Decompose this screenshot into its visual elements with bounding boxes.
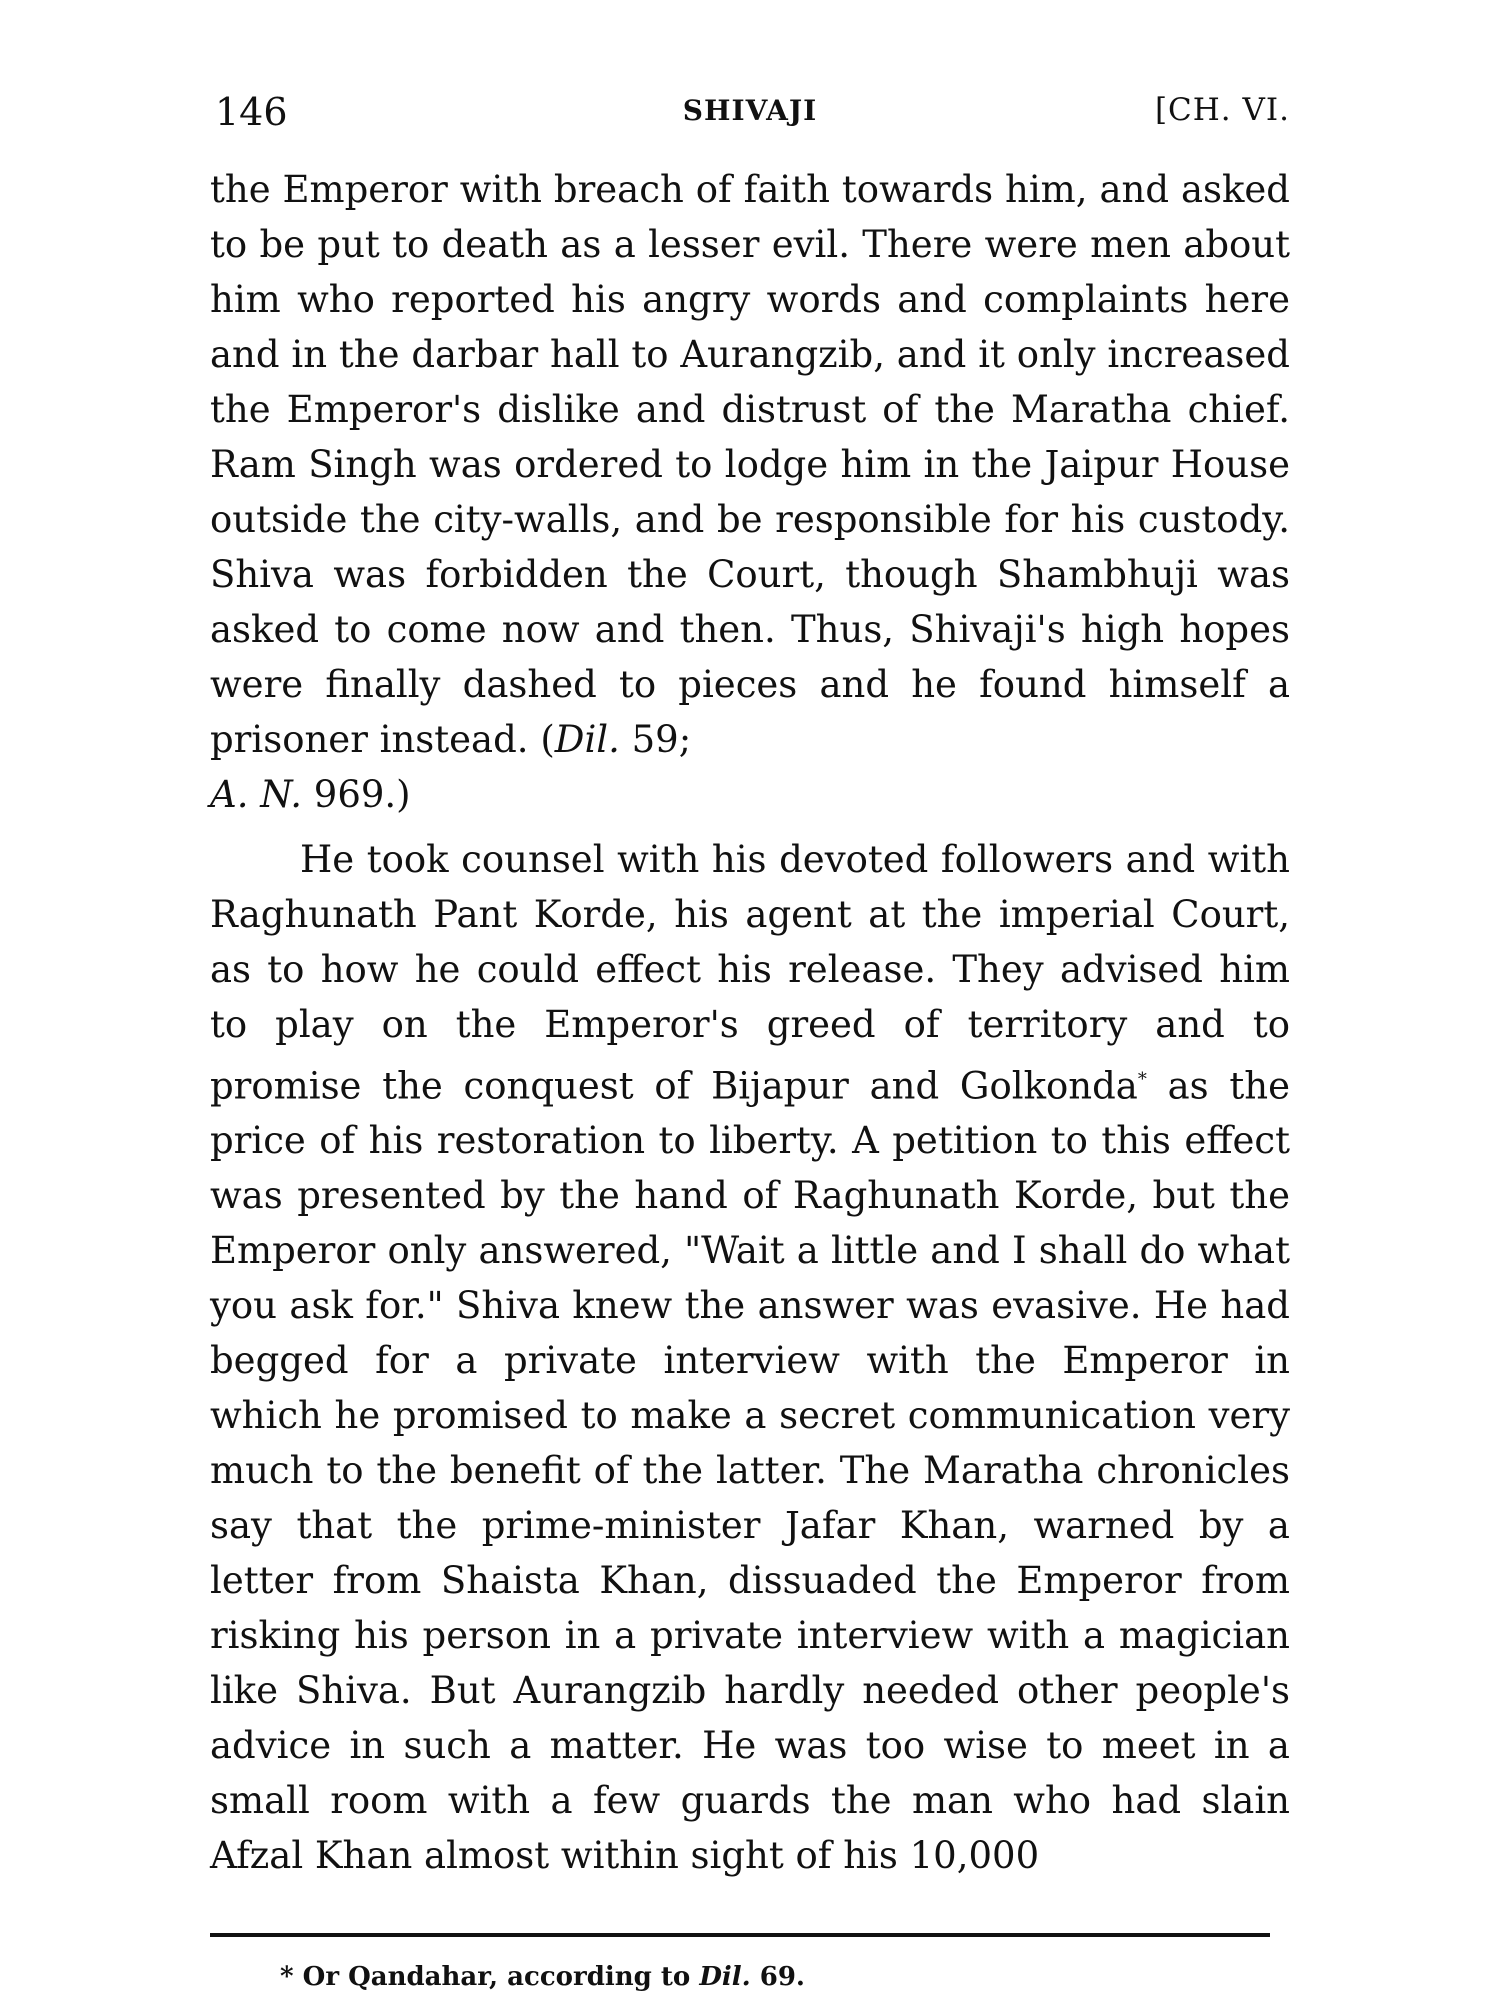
footnote-ref: Dil. xyxy=(699,1962,751,1993)
book-page xyxy=(210,80,1290,1992)
page-number: 146 xyxy=(215,90,288,134)
citation-dil-number: 59; xyxy=(631,718,692,761)
footnote-ref-number: 69. xyxy=(759,1962,805,1993)
paragraph-2-text-b: as the price of his restoration to liberty. A petition to this effect was presented by the hand of Raghunath Korde, but the Emperor only answered, "Wait a little and I shall do what you ask for." Shiva knew the answer was evasive. He had begged for a private interview with the Emperor in which he promised to make a secret communication very much to the benefit of the latter. The Maratha chronicles say that the prime-minister Jafar Khan, warned by a letter from Shaista Khan, dissuaded the Emperor from risking his person in a private interview with a magician like Shiva. But Aurangzib hardly needed other people's advice in such a matter. He was too wise to meet in a small room with a few guards the man who had slain Afzal Khan almost within sight of his 10,000 xyxy=(210,1064,1290,1878)
footnote xyxy=(210,1962,1290,1992)
citation-dil: Dil. xyxy=(554,718,620,761)
paragraph-2-text-a: He took counsel with his devoted followers and with Raghunath Pant Korde, his agent at the imperial Court, as to how he could effect his release. They advised him to play on the Emperor's greed of territory and to promise the conquest of Bijapur and Golkonda xyxy=(210,838,1290,1108)
citation-an: A. N. xyxy=(210,773,303,816)
running-head xyxy=(210,80,1290,140)
chapter-label: [CH. VI. xyxy=(1154,92,1290,128)
paragraph-2 xyxy=(210,832,1290,1883)
footnote-text: Or Qandahar, according to xyxy=(302,1962,691,1993)
body-text xyxy=(210,162,1290,1883)
paragraph-1: the Emperor with breach of faith towards him, and asked to be put to death as a lesser evil. There were men about him who reported his angry words and complaints here and in the darbar hall to Aurangzib, and it only increased the Emperor's dislike and distrust of the Maratha chief. Ram Singh was ordered to lodge him in the Jaipur House outside the city-walls, and be responsible for his custody. Shiva was forbidden the Court, though Shambhuji was asked to come now and then. Thus, Shivaji's high hopes were finally dashed to pieces and he found himself a prisoner instead. (Dil. 59; A. N. 969.) xyxy=(210,168,1290,816)
running-title: SHIVAJI xyxy=(682,94,818,127)
paragraph-1-text: the Emperor with breach of faith towards him, and asked to be put to death as a lesser evil. There were men about him who reported his angry words and complaints here and in the darbar hall to Aurangzib, and it only increased the Emperor's dislike and distrust of the Maratha chief. Ram Singh was ordered to lodge him in the Jaipur House outside the city-walls, and be responsible for his custody. Shiva was forbidden the Court, though Shambhuji was asked to come now and then. Thus, Shivaji's high hopes were finally dashed to pieces and he found himself a prisoner instead. xyxy=(210,168,1290,761)
citation-an-number: 969.) xyxy=(313,773,411,816)
footnote-marker: * xyxy=(280,1962,294,1993)
footnote-rule xyxy=(210,1933,1270,1937)
footnote-reference-marker: * xyxy=(1137,1069,1147,1090)
